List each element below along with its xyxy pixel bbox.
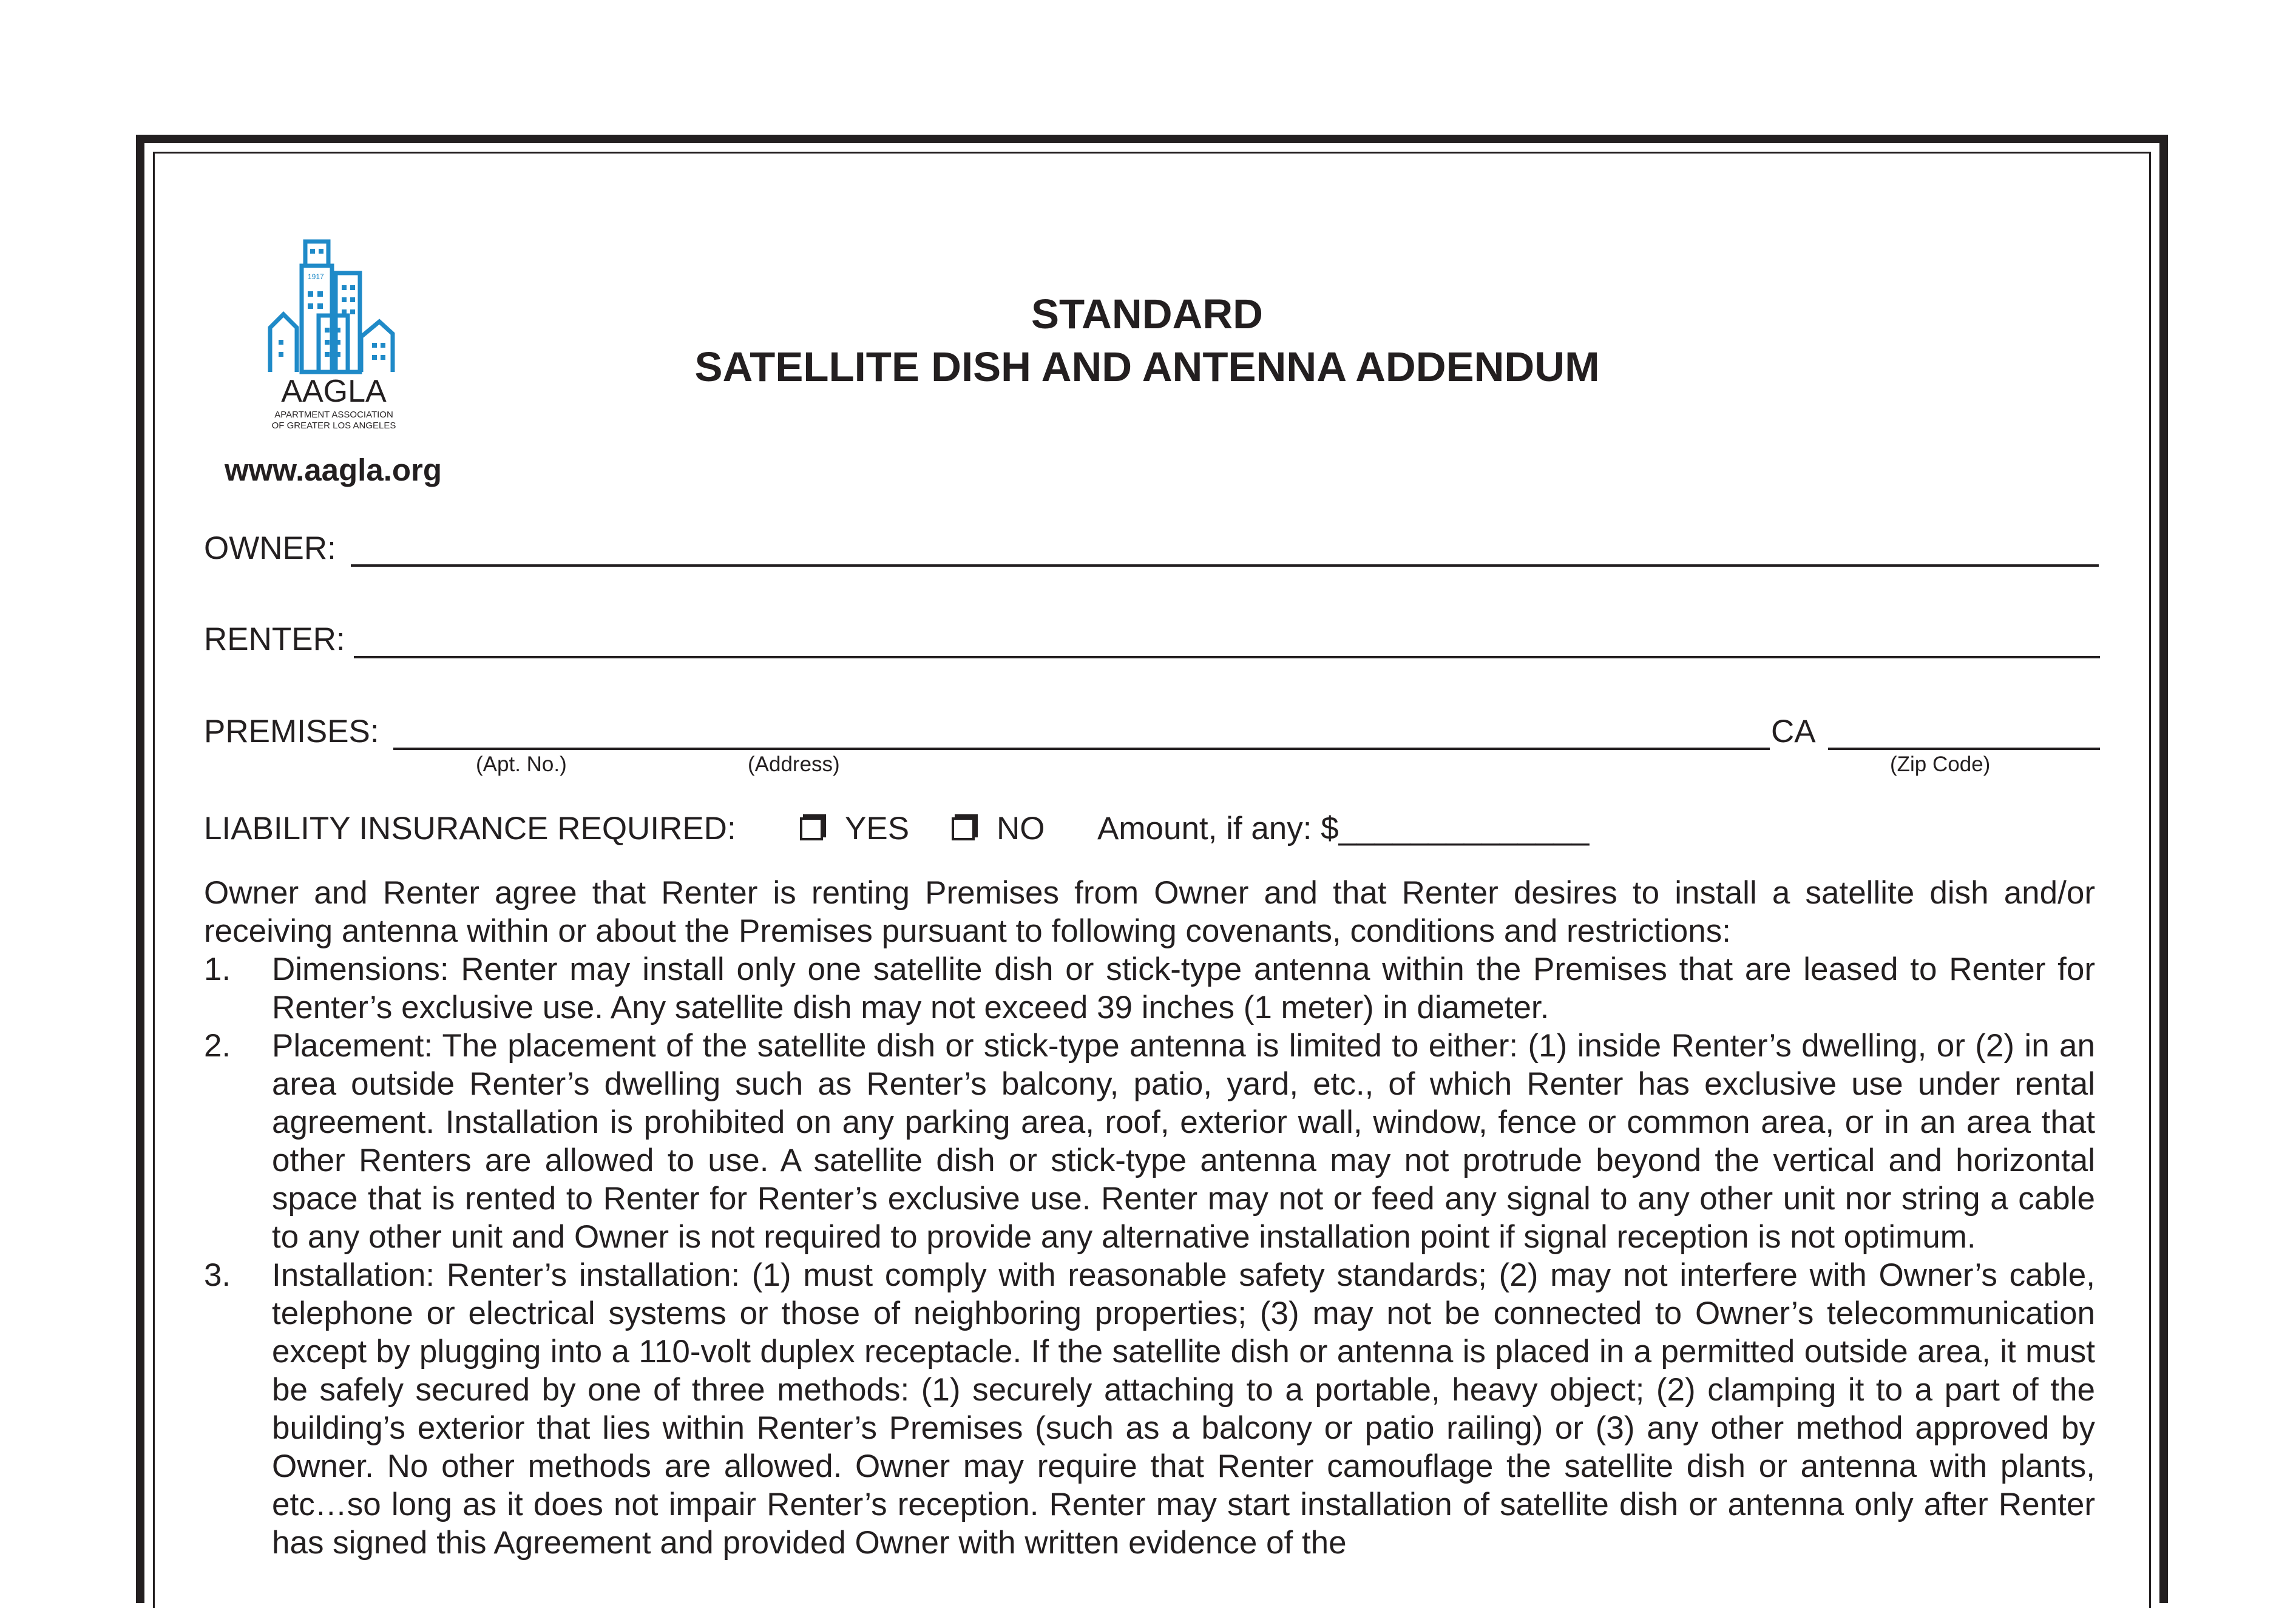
logo-name: AAGLA	[281, 374, 387, 409]
insurance-no-option[interactable]	[952, 810, 1045, 847]
apt-caption: (Apt. No.)	[476, 752, 567, 776]
no-checkbox[interactable]	[952, 817, 975, 840]
list-item	[204, 1256, 2095, 1562]
addendum-body	[204, 874, 2095, 1562]
document-title-line2: SATELLITE DISH AND ANTENNA ADDENDUM	[694, 343, 1600, 390]
yes-checkbox[interactable]	[800, 817, 823, 840]
insurance-label: LIABILITY INSURANCE REQUIRED:	[204, 811, 736, 846]
zip-caption: (Zip Code)	[1890, 752, 1991, 776]
logo-year: 1917	[308, 272, 324, 281]
intro-paragraph: Owner and Renter agree that Renter is renting Premises from Owner and that Renter desires to install a satellite dish and/or receiving antenna within or about the Premises pursuant to following covenants, conditions and restrictions:	[204, 875, 2095, 949]
item-text: Dimensions: Renter may install only one satellite dish or stick-type antenna within the Premises that are leased to Renter for Renter’s exclusive use. Any satellite dish may not exceed 39 inches (1 meter) in diameter.	[272, 951, 2095, 1025]
zip-code-field[interactable]	[1828, 748, 2100, 750]
premises-address-field[interactable]	[393, 748, 1770, 750]
yes-label: YES	[845, 811, 910, 846]
address-caption: (Address)	[748, 752, 840, 776]
no-label: NO	[997, 811, 1045, 846]
renter-field[interactable]	[354, 656, 2100, 658]
item-number: 1.	[204, 951, 231, 987]
renter-label: RENTER:	[204, 621, 345, 657]
insurance-amount-field[interactable]: Amount, if any: $______________	[1097, 811, 1590, 846]
logo-subtitle-2: OF GREATER LOS ANGELES	[271, 421, 396, 431]
logo-subtitle-1: APARTMENT ASSOCIATION	[274, 410, 393, 420]
item-number: 3.	[204, 1257, 231, 1293]
item-text: Installation: Renter’s installation: (1) must comply with reasonable safety standards; (2) may not interfere with Owner’s cable, telephone or electrical systems or those of neighboring properties; (3) may not be connected to Owner’s telecommunication except by plugging into a 110-volt duplex receptacle. If the satellite dish or antenna is placed in a permitted outside area, it must be safely secured by one of three methods: (1) securely attaching to a portable, heavy object; (2) clamping it to a part of the building’s exterior that lies within Renter’s Premises (such as a balcony or patio railing) or (3) any other method approved by Owner. No other methods are allowed. Owner may require that Renter camouflage the satellite dish or antenna with plants, etc…so long as it does not impair Renter’s reception. Renter may start installation of satellite dish or antenna only after Renter has signed this Agreement and provided Owner with written evidence of the	[272, 1257, 2095, 1561]
list-item	[204, 950, 2095, 1027]
website: www.aagla.org	[225, 453, 442, 487]
document-title-line1: STANDARD	[1031, 291, 1264, 337]
premises-label: PREMISES:	[204, 714, 379, 749]
state-label: CA	[1771, 714, 1816, 749]
owner-label: OWNER:	[204, 530, 336, 566]
list-item	[204, 1027, 2095, 1256]
item-text: Placement: The placement of the satellite dish or stick-type antenna is limited to either: (1) inside Renter’s dwelling, or (2) in an area outside Renter’s dwelling such as Renter’s balcony, patio, yard, etc., of which Renter has exclusive use under rental agreement. Installation is prohibited on any parking area, roof, exterior wall, window, fence or common area, or in an area that other Renters are allowed to use. A satellite dish or stick-type antenna may not protrude beyond the vertical and horizontal space that is rented to Renter for Renter’s exclusive use. Renter may not or feed any signal to any other unit nor string a cable to any other unit and Owner is not required to provide any alternative installation point if signal reception is not optimum.	[272, 1028, 2095, 1255]
aagla-logo	[258, 237, 410, 437]
insurance-yes-option[interactable]	[800, 810, 909, 847]
owner-field[interactable]	[351, 564, 2099, 567]
item-number: 2.	[204, 1028, 231, 1064]
